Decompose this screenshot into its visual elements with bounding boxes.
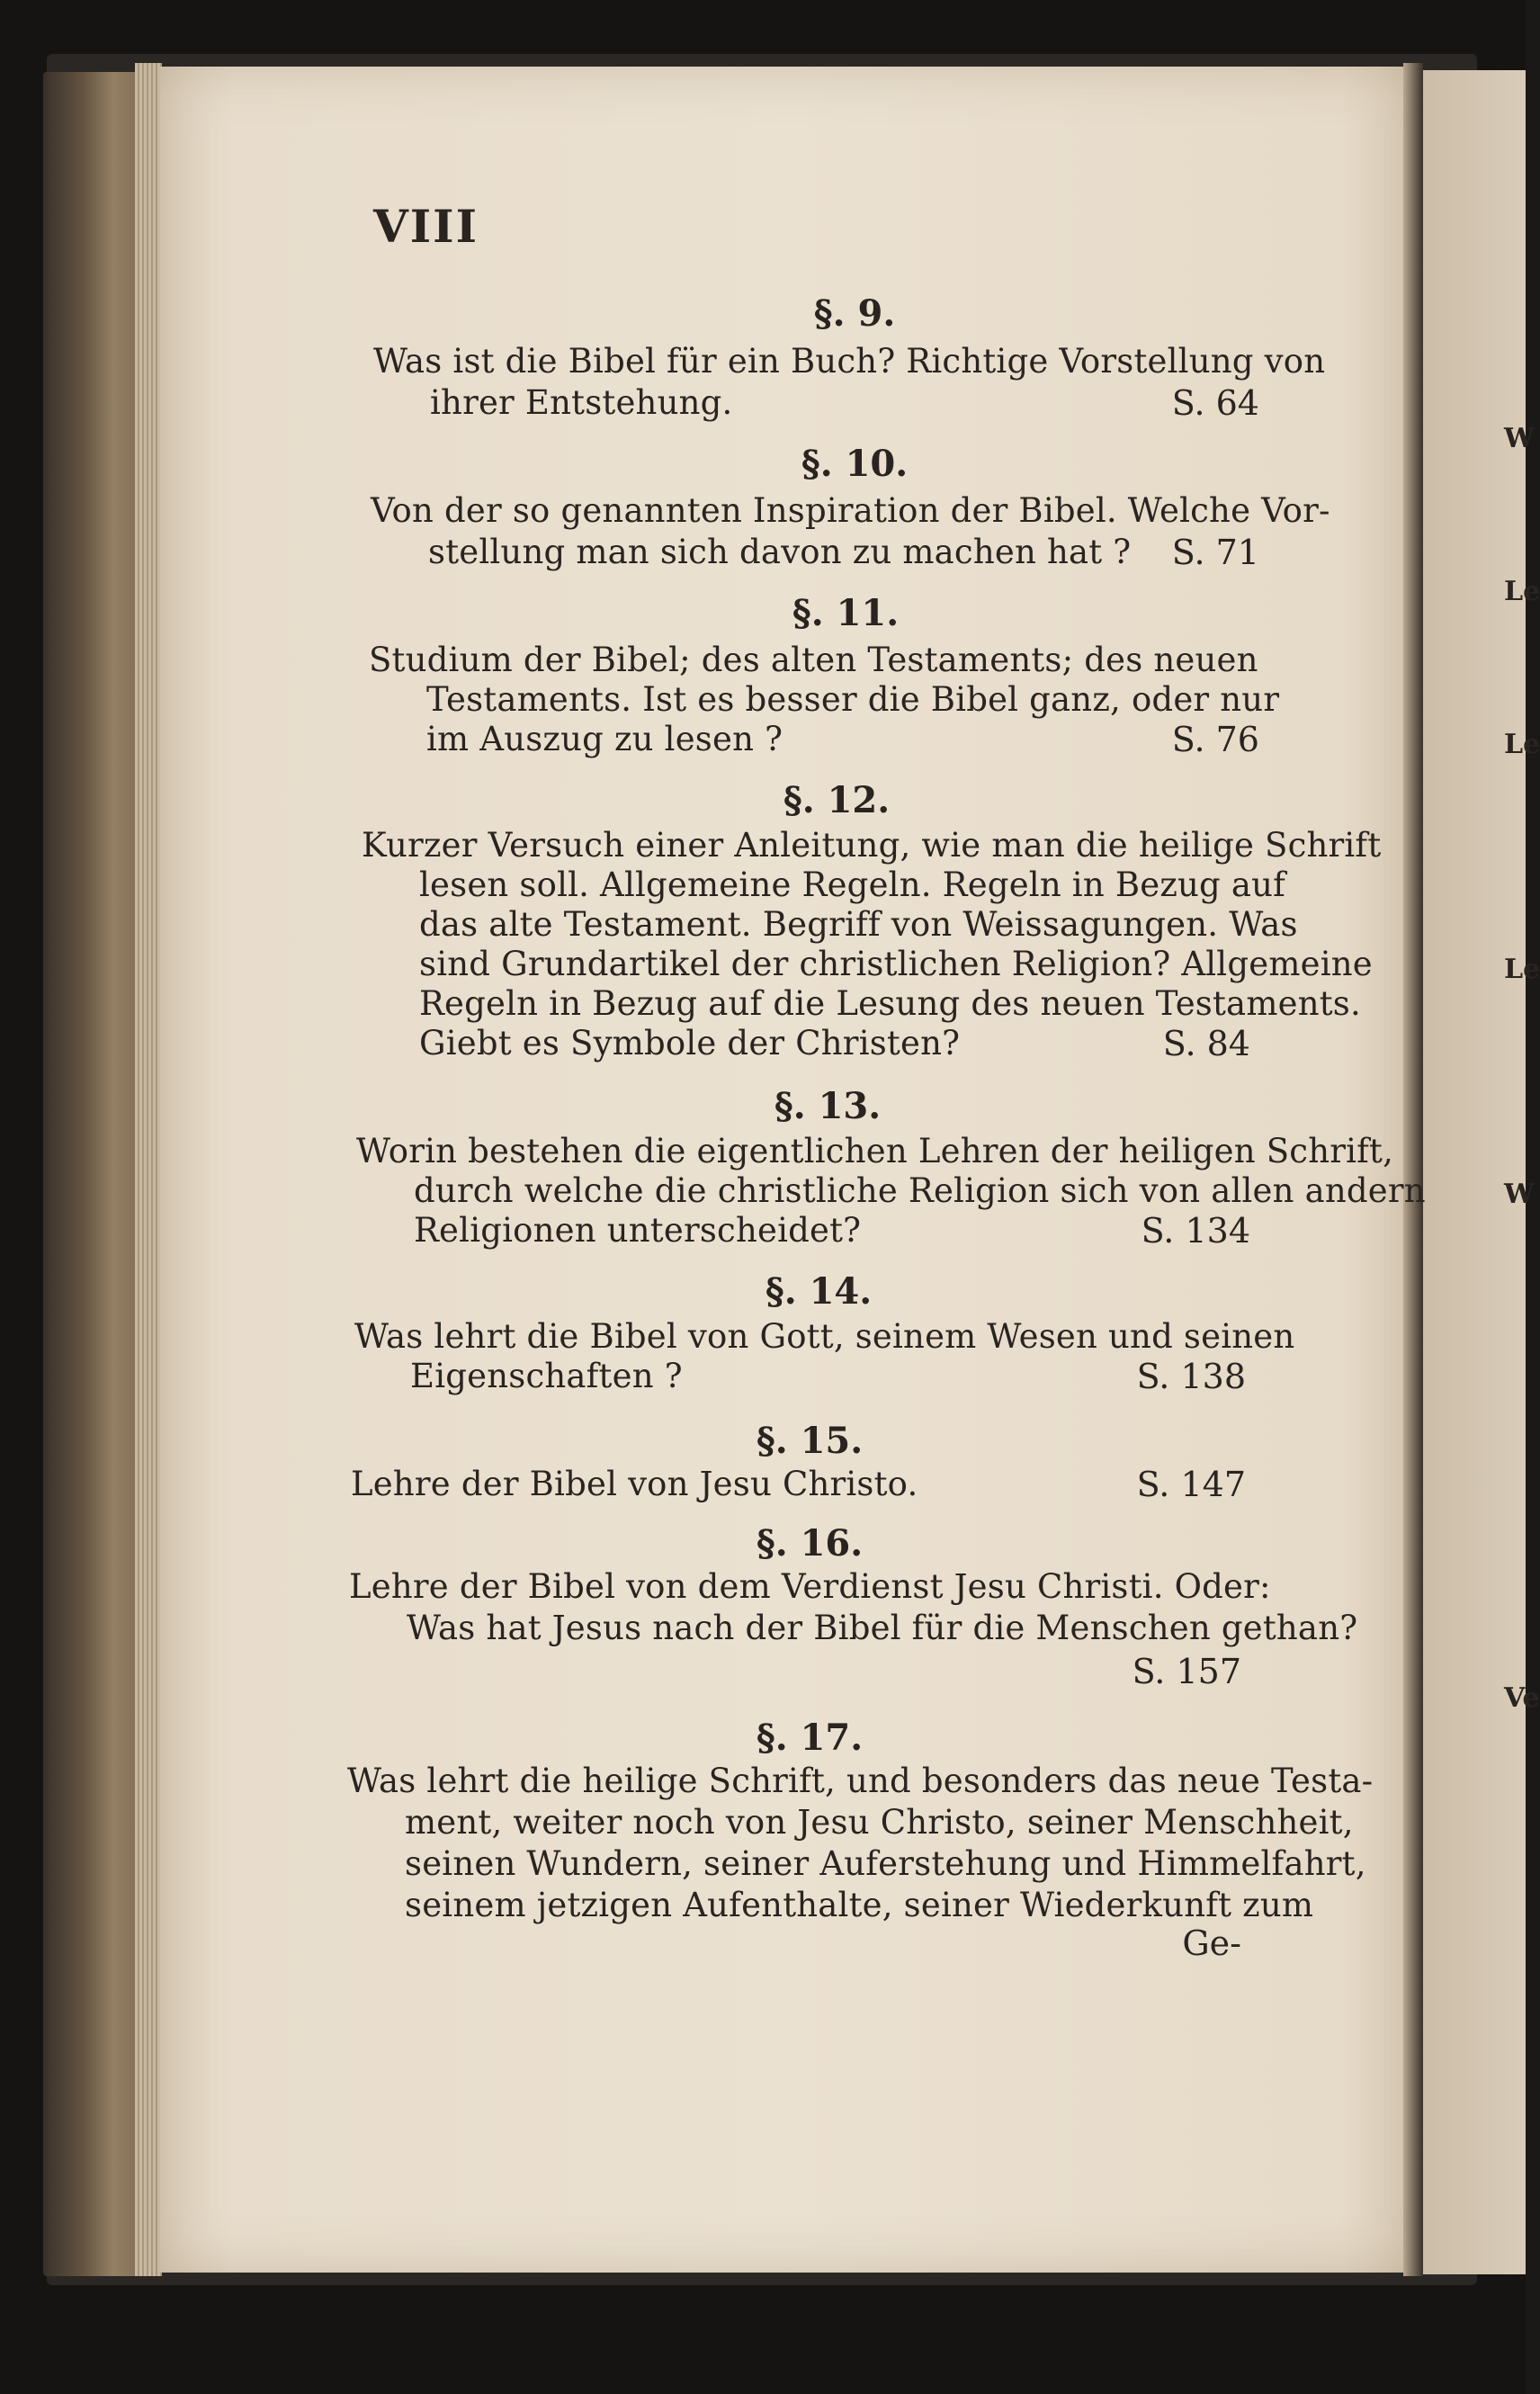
page-reference: S. 64 — [1171, 383, 1259, 423]
entry-line: Was lehrt die Bibel von Gott, seinem Wesen und seinen — [354, 1317, 1295, 1356]
facing-page-fragment: W — [1504, 1179, 1535, 1210]
entry-line: seinem jetzigen Aufenthalte, seiner Wiederkunft zum — [405, 1886, 1314, 1924]
section-heading: §. 13. — [774, 1085, 882, 1127]
section-heading: §. 17. — [756, 1717, 864, 1759]
entry-line: im Auszug zu lesen ? — [426, 720, 783, 758]
page-number: VIII — [373, 200, 479, 253]
facing-page-fragment: Le — [1504, 576, 1540, 607]
entry-line: das alte Testament. Begriff von Weissagungen. Was — [419, 905, 1298, 944]
facing-page-fragment: Le — [1504, 954, 1540, 985]
entry-line: ment, weiter noch von Jesu Christo, seiner Menschheit, — [405, 1803, 1354, 1842]
entry-line: Von der so genannten Inspiration der Bibel. Welche Vor- — [371, 491, 1330, 530]
entry-line: Was lehrt die heilige Schrift, und besonders das neue Testa- — [347, 1762, 1374, 1800]
page-reference: S. 71 — [1171, 533, 1259, 572]
catchword: Ge- — [1182, 1923, 1241, 1963]
entry-line: sind Grundartikel der christlichen Religion? Allgemeine — [419, 945, 1373, 983]
entry-line: Testaments. Ist es besser die Bibel ganz, oder nur — [426, 680, 1280, 719]
entry-line: Kurzer Versuch einer Anleitung, wie man die heilige Schrift — [362, 826, 1382, 865]
entry-line: Giebt es Symbole der Christen? — [419, 1024, 961, 1063]
entry-line: Studium der Bibel; des alten Testaments; des neuen — [369, 641, 1258, 679]
facing-page-fragment: Le — [1504, 729, 1540, 760]
page-reference: S. 84 — [1162, 1024, 1250, 1063]
facing-page-edge — [1423, 70, 1540, 2274]
entry-line: Religionen unterscheidet? — [414, 1211, 862, 1250]
entry-line: durch welche die christliche Religion sich von allen andern — [414, 1171, 1426, 1210]
page-reference: S. 134 — [1141, 1211, 1250, 1251]
entry-line: Was ist die Bibel für ein Buch? Richtige Vorstellung von — [373, 342, 1326, 381]
entry-line: seinen Wundern, seiner Auferstehung und Himmelfahrt, — [405, 1844, 1366, 1883]
book-gutter — [1403, 63, 1423, 2276]
entry-line: Lehre der Bibel von dem Verdienst Jesu Christi. Oder: — [349, 1567, 1271, 1606]
section-heading: §. 16. — [756, 1522, 864, 1565]
entry-line: Regeln in Bezug auf die Lesung des neuen Testaments. — [419, 984, 1361, 1023]
section-heading: §. 11. — [792, 592, 900, 634]
section-heading: §. 14. — [765, 1270, 873, 1313]
page-edges — [135, 63, 162, 2276]
page-reference: S. 138 — [1136, 1357, 1246, 1396]
entry-line: ihrer Entstehung. — [430, 383, 733, 422]
page-reference: S. 76 — [1171, 720, 1259, 759]
section-heading: §. 10. — [801, 443, 909, 485]
section-heading: §. 9. — [813, 292, 896, 335]
facing-page-fragment: W — [1504, 423, 1535, 454]
page-reference: S. 147 — [1136, 1465, 1246, 1504]
entry-line: Was hat Jesus nach der Bibel für die Menschen gethan? — [407, 1609, 1358, 1647]
entry-line: Worin bestehen die eigentlichen Lehren der heiligen Schrift, — [356, 1132, 1394, 1170]
section-heading: §. 12. — [783, 779, 891, 821]
entry-line: Eigenschaften ? — [410, 1357, 683, 1395]
entry-line: Lehre der Bibel von Jesu Christo. — [351, 1465, 918, 1503]
page-reference: S. 157 — [1132, 1652, 1241, 1691]
entry-line: stellung man sich davon zu machen hat ? — [428, 533, 1132, 571]
facing-page-fragment: Ve — [1504, 1682, 1540, 1714]
entry-line: lesen soll. Allgemeine Regeln. Regeln in Bezug auf — [419, 865, 1286, 904]
section-heading: §. 15. — [756, 1420, 864, 1462]
